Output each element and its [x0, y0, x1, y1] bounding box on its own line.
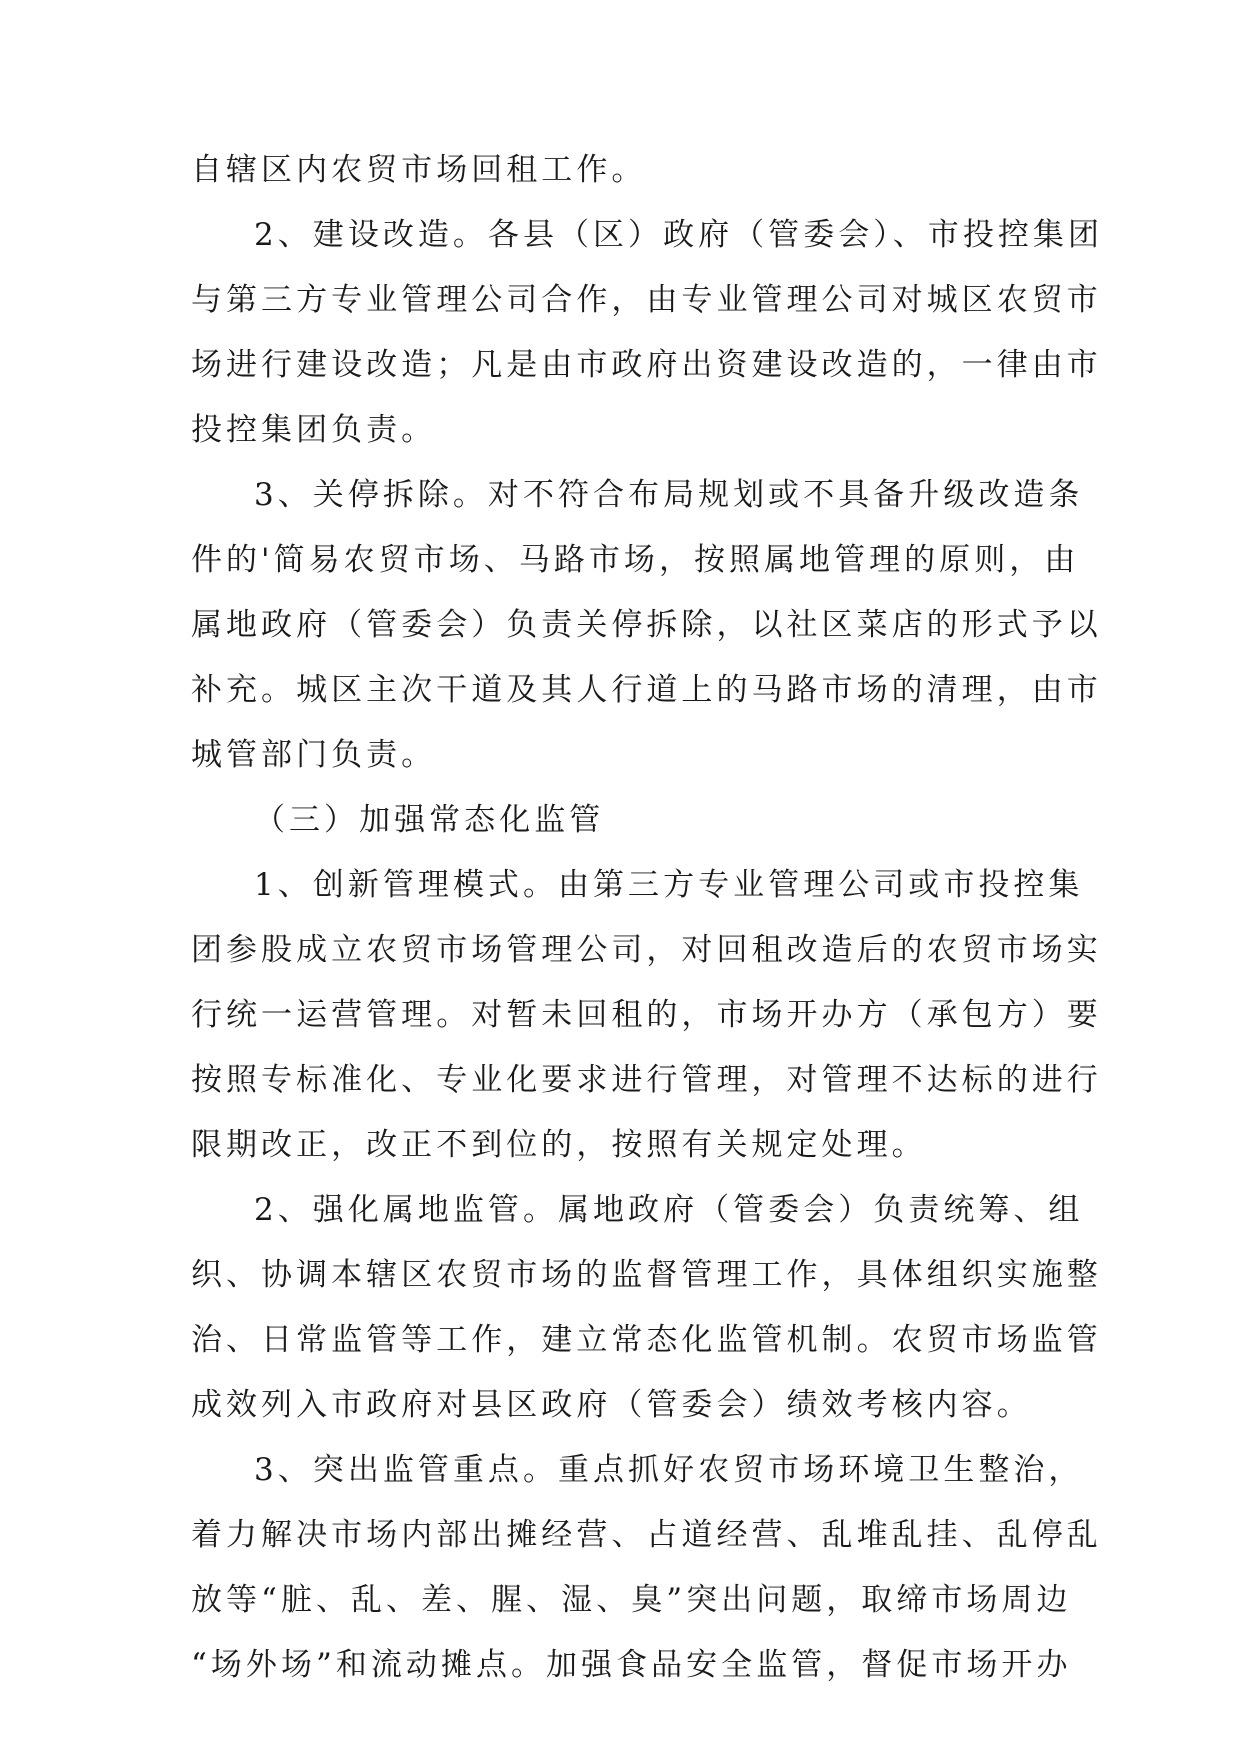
text-line: 团参股成立农贸市场管理公司，对回租改造后的农贸市场实 [191, 932, 1102, 968]
text-line: 行统一运营管理。对暂未回租的，市场开办方（承包方）要 [191, 997, 1102, 1033]
text-line: 件的'简易农贸市场、马路市场，按照属地管理的原则，由 [191, 542, 1080, 578]
text-line: 与第三方专业管理公司合作，由专业管理公司对城区农贸市 [191, 282, 1102, 318]
text-line: 补充。城区主次干道及其人行道上的马路市场的清理，由市 [191, 672, 1102, 708]
paragraph-first-line: 2、建设改造。各县（区）政府（管委会）、市投控集团 [254, 217, 1103, 253]
text-line: 成效列入市政府对县区政府（管委会）绩效考核内容。 [191, 1387, 1032, 1423]
paragraph-first-line: 1、创新管理模式。由第三方专业管理公司或市投控集 [254, 867, 1084, 903]
text-line: 按照专标准化、专业化要求进行管理，对管理不达标的进行 [191, 1062, 1102, 1098]
text-line: 限期改正，改正不到位的，按照有关规定处理。 [191, 1127, 927, 1163]
paragraph-first-line: 3、突出监管重点。重点抓好农贸市场环境卫生整治， [254, 1452, 1084, 1488]
text-line: 治、日常监管等工作，建立常态化监管机制。农贸市场监管 [191, 1322, 1102, 1358]
text-line: 城管部门负责。 [191, 737, 437, 773]
text-line: 投控集团负责。 [191, 412, 437, 448]
text-line: 放等“脏、乱、差、腥、湿、臭”突出问题，取缔市场周边 [191, 1582, 1072, 1618]
paragraph-first-line: 2、强化属地监管。属地政府（管委会）负责统筹、组 [254, 1192, 1084, 1228]
section-heading: （三）加强常态化监管 [254, 802, 605, 838]
text-line: 织、协调本辖区农贸市场的监督管理工作，具体组织实施整 [191, 1257, 1102, 1293]
text-line: 着力解决市场内部出摊经营、占道经营、乱堆乱挂、乱停乱 [191, 1517, 1102, 1553]
text-line: “场外场”和流动摊点。加强食品安全监管，督促市场开办 [191, 1647, 1072, 1683]
text-line: 自辖区内农贸市场回租工作。 [191, 152, 647, 188]
text-line: 场进行建设改造；凡是由市政府出资建设改造的，一律由市 [191, 347, 1102, 383]
text-line: 属地政府（管委会）负责关停拆除，以社区菜店的形式予以 [191, 607, 1102, 643]
paragraph-first-line: 3、关停拆除。对不符合布局规划或不具备升级改造条 [254, 477, 1084, 513]
